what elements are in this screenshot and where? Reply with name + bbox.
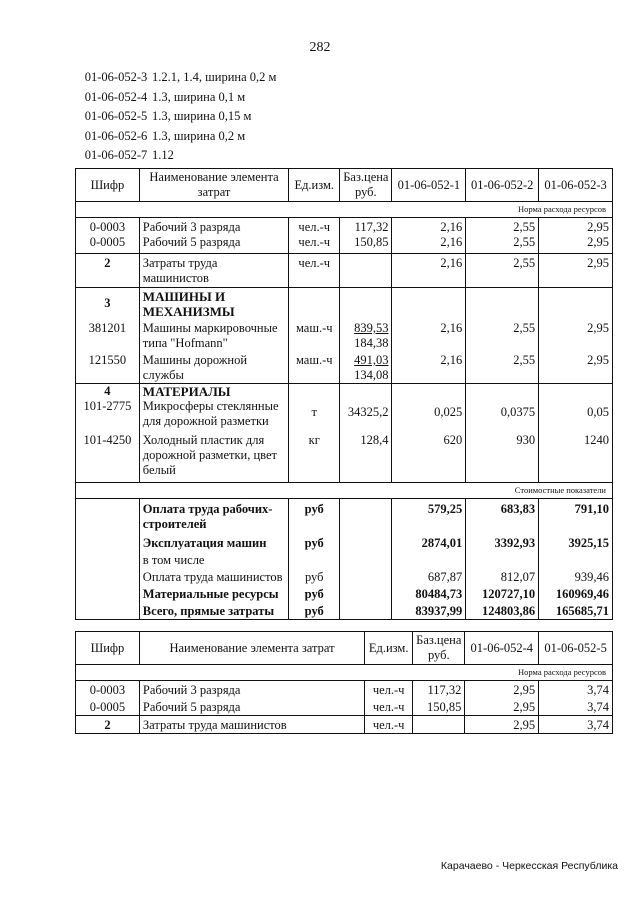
row-value: 930 xyxy=(466,429,539,483)
row-value: 2,95 xyxy=(539,218,613,236)
row-unit: маш.-ч xyxy=(289,319,340,351)
cost-value: 683,83 xyxy=(466,499,539,533)
cost-name: Оплата труда машинистов xyxy=(139,568,288,585)
row-price: 117,32 xyxy=(413,681,465,699)
row-code: 101-2775 xyxy=(76,399,140,429)
row-price: 34325,2 xyxy=(340,399,392,429)
row-value: 2,16 xyxy=(392,319,466,351)
code-desc: 1.3, ширина 0,15 м xyxy=(152,109,252,123)
row-value: 2,55 xyxy=(466,351,539,384)
row-code: 121550 xyxy=(76,351,140,384)
code: 01-06-052-3 xyxy=(84,70,148,84)
section-title: МАШИНЫ И МЕХАНИЗМЫ xyxy=(139,288,288,320)
row-value: 0,05 xyxy=(539,399,613,429)
cost-value: 2874,01 xyxy=(392,532,466,551)
header-price: Баз.цена руб. xyxy=(340,169,392,202)
cost-name: Эксплуатация машин xyxy=(139,532,288,551)
header-col-2: 01-06-052-2 xyxy=(466,169,539,202)
row-name: Рабочий 3 разряда xyxy=(139,681,364,699)
row-code: 0-0005 xyxy=(76,698,140,716)
cost-row xyxy=(76,551,613,568)
row-unit: чел.-ч xyxy=(365,681,413,699)
row-value: 2,95 xyxy=(539,254,613,288)
table-header-row xyxy=(76,169,613,202)
cost-unit: руб xyxy=(289,568,340,585)
row-price: 150,85 xyxy=(413,698,465,716)
table-row xyxy=(76,681,613,699)
row-code: 0-0005 xyxy=(76,235,140,254)
header-price: Баз.цена руб. xyxy=(413,632,465,665)
header-name: Наименование элемента затрат xyxy=(139,169,288,202)
cost-value: 120727,10 xyxy=(466,585,539,602)
row-name: Затраты труда машинистов xyxy=(139,254,288,288)
cost-value: 3392,93 xyxy=(466,532,539,551)
row-value: 2,55 xyxy=(466,319,539,351)
norm-label: Норма расхода ресурсов xyxy=(76,665,613,681)
code-list-item xyxy=(80,146,276,166)
row-code: 381201 xyxy=(76,319,140,351)
code-desc: 1.12 xyxy=(152,148,174,162)
header-col-2: 01-06-052-5 xyxy=(539,632,613,665)
row-name: Рабочий 5 разряда xyxy=(139,698,364,716)
footer-region: Карачаево - Черкесская Республика xyxy=(440,860,618,872)
code-list-item xyxy=(80,88,276,108)
row-value: 2,95 xyxy=(539,235,613,254)
cost-unit: руб xyxy=(289,585,340,602)
row-name: Микросферы стеклянные для дорожной разметки xyxy=(139,399,288,429)
table-header-row xyxy=(76,632,613,665)
code: 01-06-052-6 xyxy=(84,128,148,143)
row-value: 3,74 xyxy=(539,716,613,734)
cost-value: 3925,15 xyxy=(539,532,613,551)
code-desc: 1.3, ширина 0,2 м xyxy=(152,128,246,143)
row-unit: чел.-ч xyxy=(289,254,340,288)
cost-row xyxy=(76,585,613,602)
table-row xyxy=(76,319,613,351)
table-row xyxy=(76,254,613,288)
row-code: 101-4250 xyxy=(76,429,140,483)
code: 01-06-052-7 xyxy=(84,148,148,162)
row-value: 1240 xyxy=(539,429,613,483)
cost-value: 687,87 xyxy=(392,568,466,585)
row-value: 2,16 xyxy=(392,254,466,288)
header-code: Шифр xyxy=(76,632,140,665)
cost-value: 83937,99 xyxy=(392,602,466,620)
row-value: 2,16 xyxy=(392,351,466,384)
table-row xyxy=(76,235,613,254)
row-name: Рабочий 3 разряда xyxy=(139,218,288,236)
table-row xyxy=(76,429,613,483)
row-unit: чел.-ч xyxy=(289,235,340,254)
code-list-item xyxy=(80,107,276,127)
row-name: Холодный пластик для дорожной разметки, цвет белый xyxy=(139,429,288,483)
cost-row xyxy=(76,568,613,585)
header-code: Шифр xyxy=(76,169,140,202)
code: 01-06-052-4 xyxy=(84,89,148,104)
cost-value: 791,10 xyxy=(539,499,613,533)
row-price: 117,32 xyxy=(340,218,392,236)
row-price-sub: 184,38 xyxy=(354,336,389,350)
cost-value: 124803,86 xyxy=(466,602,539,620)
row-value: 3,74 xyxy=(539,681,613,699)
code-list-item xyxy=(80,68,276,88)
code-desc: 1.3, ширина 0,1 м xyxy=(152,89,246,104)
row-value: 0,025 xyxy=(392,399,466,429)
norm-label: Норма расхода ресурсов xyxy=(76,202,613,218)
cost-value: 160969,46 xyxy=(539,585,613,602)
row-unit: т xyxy=(289,399,340,429)
row-price: 839,53 xyxy=(354,321,389,335)
cost-value: 80484,73 xyxy=(392,585,466,602)
table-row xyxy=(76,399,613,429)
section-code: 3 xyxy=(76,288,140,320)
row-code: 0-0003 xyxy=(76,681,140,699)
cost-unit: руб xyxy=(289,602,340,620)
header-name: Наименование элемента затрат xyxy=(139,632,364,665)
section-title: МАТЕРИАЛЫ xyxy=(139,384,288,400)
table-row xyxy=(76,716,613,734)
row-value: 3,74 xyxy=(539,698,613,716)
header-col-1: 01-06-052-4 xyxy=(465,632,539,665)
header-unit: Ед.изм. xyxy=(289,169,340,202)
cost-unit: руб xyxy=(289,532,340,551)
resource-table-2 xyxy=(75,631,613,734)
row-name: Затраты труда машинистов xyxy=(139,716,364,734)
cost-name: Оплата труда рабочих-строителей xyxy=(139,499,288,533)
row-name: Машины маркировочные типа "Hofmann" xyxy=(139,319,288,351)
cost-value: 939,46 xyxy=(539,568,613,585)
cost-unit: руб xyxy=(289,499,340,533)
table-row xyxy=(76,218,613,236)
row-price: 128,4 xyxy=(340,429,392,483)
section-code: 4 xyxy=(76,384,140,400)
page-number: 282 xyxy=(309,40,331,55)
cost-total-name: Всего, прямые затраты xyxy=(139,602,288,620)
row-value: 2,55 xyxy=(466,218,539,236)
cost-row xyxy=(76,532,613,551)
section-row xyxy=(76,288,613,320)
row-value: 0,0375 xyxy=(466,399,539,429)
row-value: 2,55 xyxy=(466,235,539,254)
row-code: 2 xyxy=(76,254,140,288)
row-name: Машины дорожной службы xyxy=(139,351,288,384)
row-value: 2,95 xyxy=(465,716,539,734)
table-row xyxy=(76,351,613,384)
cost-label: Стоимостные показатели xyxy=(76,483,613,499)
row-price-sub: 134,08 xyxy=(354,368,389,382)
row-price: 150,85 xyxy=(340,235,392,254)
cost-row xyxy=(76,499,613,533)
row-unit: чел.-ч xyxy=(365,698,413,716)
cost-value: 165685,71 xyxy=(539,602,613,620)
header-col-3: 01-06-052-3 xyxy=(539,169,613,202)
row-unit: чел.-ч xyxy=(289,218,340,236)
row-value: 2,16 xyxy=(392,218,466,236)
row-value: 2,55 xyxy=(466,254,539,288)
code-list-item xyxy=(80,127,276,147)
row-value: 2,95 xyxy=(539,319,613,351)
code-list xyxy=(80,68,276,166)
row-price: 491,03 xyxy=(354,353,389,367)
row-value: 2,16 xyxy=(392,235,466,254)
header-col-1: 01-06-052-1 xyxy=(392,169,466,202)
row-code: 0-0003 xyxy=(76,218,140,236)
section-row xyxy=(76,384,613,400)
resource-table-1 xyxy=(75,168,613,620)
code-desc: 1.2.1, 1.4, ширина 0,2 м xyxy=(152,70,277,84)
row-unit: кг xyxy=(289,429,340,483)
row-unit: чел.-ч xyxy=(365,716,413,734)
row-name: Рабочий 5 разряда xyxy=(139,235,288,254)
code: 01-06-052-5 xyxy=(84,109,148,123)
row-unit: маш.-ч xyxy=(289,351,340,384)
table-row xyxy=(76,698,613,716)
cost-value: 812,07 xyxy=(466,568,539,585)
row-value: 2,95 xyxy=(465,698,539,716)
cost-value: 579,25 xyxy=(392,499,466,533)
row-value: 620 xyxy=(392,429,466,483)
row-code: 2 xyxy=(76,716,140,734)
cost-row xyxy=(76,602,613,620)
row-value: 2,95 xyxy=(465,681,539,699)
header-unit: Ед.изм. xyxy=(365,632,413,665)
cost-name: в том числе xyxy=(139,551,288,568)
row-value: 2,95 xyxy=(539,351,613,384)
cost-name: Материальные ресурсы xyxy=(139,585,288,602)
